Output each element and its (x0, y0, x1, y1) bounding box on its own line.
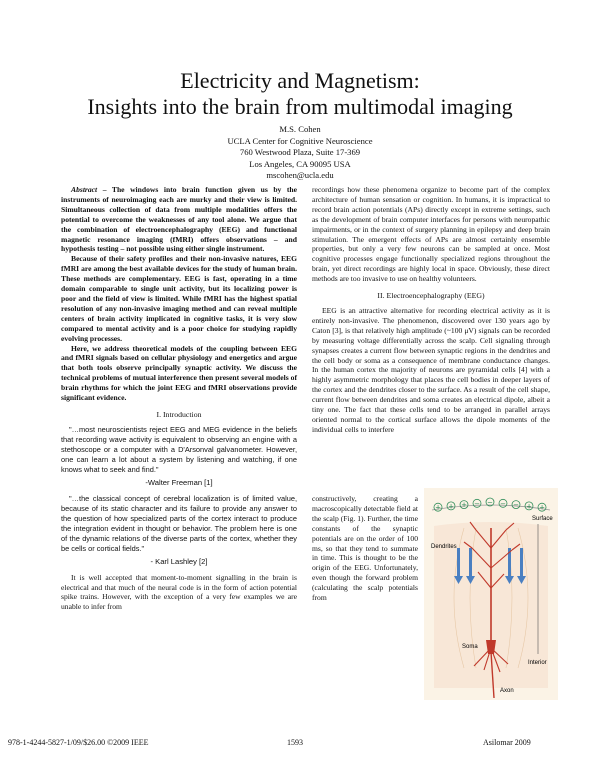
neuron-dipole-figure (424, 488, 558, 700)
charge-sign: − (513, 501, 519, 510)
intro-paragraph: It is well accepted that moment-to-moment signalling in the brain is electrical and that much of the neural code is in the form of action potential spike trains. However, with the exception of a very few examples we are unable to infer from (61, 572, 297, 612)
abstract (61, 185, 297, 403)
quote-attribution-2: - Karl Lashley [2] (150, 556, 208, 566)
affiliation: UCLA Center for Cognitive Neuroscience (227, 135, 373, 146)
abstract-p2: Because of their safety profiles and their non-invasive natures, EEG fMRI are among the best available devices for the study of human brain. These methods are complementary. EEG is fast, operating in a time domain comparable to single unit activity, but its localizing power is poor and the field of view is limited. While fMRI has the highest spatial resolution of any non-invasive imaging method and can reveal multiple centers of brain activity implicated in cognitive tasks, it is very slow compared to mental activity and is a poor choice for studying rapidly evolving processes. (61, 254, 297, 343)
author-name: M.S. Cohen (279, 124, 321, 134)
quote-text-1: "…most neuroscientists reject EEG and MEG evidence in the beliefs that recording wave activity is equivalent to observing an engine with a stethoscope or a computer with a D'Arsonval galvanometer. However, one can learn a lot about a system by listening and watching, if one knows what to seek and find." (61, 424, 297, 474)
quote-freeman (61, 425, 297, 475)
right-paragraph-1: recordings how these phenomena organize to become part of the complex architecture of human sensation or cognition. In humans, it is impractical to record brain action potentials (APs) directly except in extreme settings, such as the development of brain computer interfaces for persons with neuropathic impairments, or in the context of surgery planning in epilepsy and deep brain stimulation. The emergent effects of APs are almost certainly ensemble properties, but only a very few neurons can be sampled at once. Most cognitive processes engage functionally specialized regions throughout the brain, yet direct recordings are highly local in space. Obviously, these direct methods are too invasive to use on healthy volunteers. (312, 185, 550, 284)
charge-sign: − (487, 498, 493, 507)
section-heading-eeg: II. Electroencephalography (EEG) (377, 291, 485, 301)
section-heading-intro: I. Introduction (156, 409, 202, 419)
abstract-label: Abstract (71, 185, 98, 194)
footer-isbn: 978-1-4244-5827-1/09/$26.00 ©2009 IEEE (8, 738, 149, 747)
eeg-paragraph-continued: constructively, creating a macroscopically detectable field at the scalp (Fig. 1). Further, the time constants of the synaptic potentials are on the order of 100 ms, so that they tend to summate in time. This is thought to be the origin of the EEG. Unfortunately, even though the forward problem (calculating the scalp potentials from (312, 494, 418, 603)
abstract-p1 (61, 185, 297, 254)
address-line2: Los Angeles, CA 90095 USA (249, 158, 351, 169)
author-block (0, 124, 600, 182)
author-email: mscohen@ucla.edu (266, 170, 334, 180)
label-soma: Soma (462, 644, 478, 650)
label-interior: Interior (528, 660, 547, 666)
address-line1: 760 Westwood Plaza, Suite 17-369 (239, 147, 361, 157)
abstract-text-1: – The windows into brain function given us by the instruments of neuroimaging each are murky and their view is limited. Simultaneous collection of data from multiple modalities offers the potential to overcome the weaknesses of any tool alone. We argue that the combination of electroencephalography (EEG) and functional magnetic resonance imaging (fMRI) offers observations – and hypothesis testing – not possible using either single instrument. (61, 185, 298, 254)
charge-sign: + (461, 501, 467, 510)
label-surface: Surface (532, 516, 553, 522)
footer-conference: Asilomar 2009 (483, 738, 531, 747)
charge-sign: − (474, 499, 480, 508)
label-axon: Axon (500, 688, 514, 694)
paper-title-line2: Insights into the brain from multimodal imaging (87, 94, 513, 119)
quote-text-2: "…the classical concept of cerebral localization is of limited value, because of its static character and its failure to provide any answer to the question of how specialized parts of the cortex interact to produce the integration evident in thought or behavior. The problem here is one of the dynamic relations of the diverse parts of the cortex, whether they be cells or cortical fields." (61, 493, 297, 553)
charge-sign: + (448, 502, 454, 511)
quote-lashley (61, 494, 297, 554)
charge-sign: + (526, 502, 532, 511)
abstract-p3: Here, we address theoretical models of the coupling between EEG and fMRI signals based on cellular physiology and energetics and argue that both tools observe principally synaptic activity. We discuss the technical problems of mutual interference then present several models of brain rhythms for which the joint EEG and fMRI observations provide significant evidence. (61, 343, 297, 403)
figure-wrap-text (312, 494, 418, 603)
charge-sign: + (539, 503, 545, 512)
paper-title-line1: Electricity and Magnetism: (180, 68, 420, 93)
charge-sign: + (435, 503, 441, 512)
eeg-paragraph: EEG is an attractive alternative for recording electrical activity as it is entirely non-invasive. The phenomenon, discovered over 130 years ago by Caton [3], is that relatively high amplitude (~100 μV) signals can be recorded by measuring voltage differentially across the scalp. Cell signaling through synapses creates a current flow between synaptic regions in the dendrites and the cell body or soma as a consequence of membrane conductance changes. In the human cortex the majority of neurons are pyramidal cells [4] with a highly asymmetric morphology that places the cell bodies in deeper layers of the cortex and the dendrites closer to the surface. As a result of the cell shape, current flow between dendrites and soma creates an electrical dipole, albeit a tiny one. The fact that these cells tend to be arranged in parallel arrays oriented normal to the cortical surface allows the dipole moments of the individual cells to interfere (312, 305, 550, 434)
quote-attribution-1: -Walter Freeman [1] (145, 477, 213, 487)
charge-sign: − (500, 499, 506, 508)
footer-page-number: 1593 (287, 738, 303, 747)
label-dendrites: Dendrites (431, 544, 457, 550)
right-column (312, 185, 550, 435)
left-column (61, 185, 297, 612)
